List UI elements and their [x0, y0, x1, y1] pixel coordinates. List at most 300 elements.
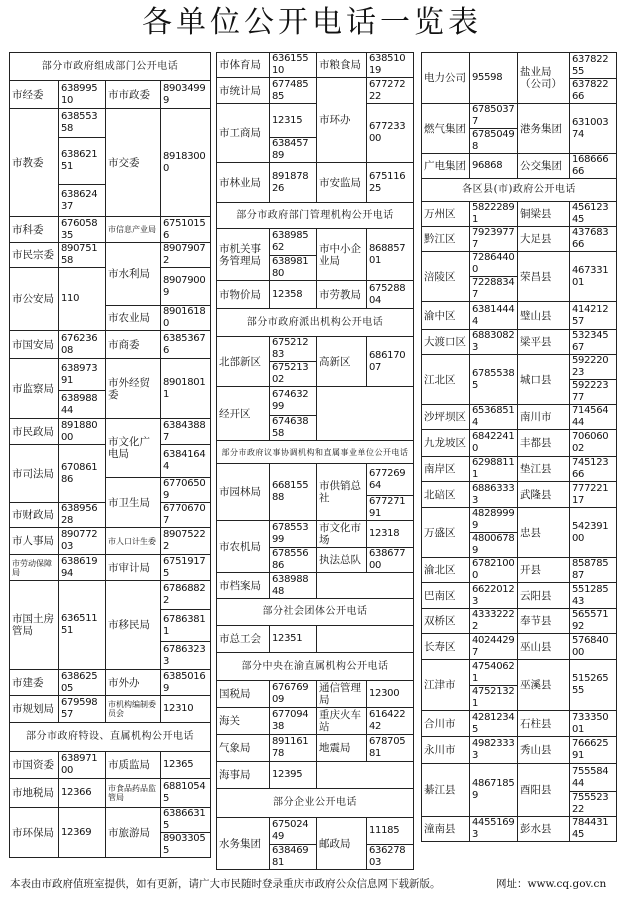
phone-number: 89016180 [161, 306, 211, 331]
directory-row [422, 609, 617, 634]
unit-name: 市民宗委 [10, 243, 59, 268]
phone-number: 12369 [59, 808, 106, 858]
directory-row [217, 681, 414, 708]
unit-name: 市人口计生委 [106, 528, 161, 555]
phone-number: 67850498 [470, 129, 518, 154]
phone-number: 110 [59, 268, 106, 331]
phone-number: 12318 [367, 521, 414, 548]
phone-number: 63851019 [367, 53, 414, 78]
phone-number: 89188000 [59, 419, 106, 445]
phone-number: 67850377 [470, 104, 518, 129]
directory-row [422, 202, 617, 227]
unit-name: 市劳教局 [317, 281, 367, 309]
directory-row [422, 179, 617, 202]
phone-number: 46733101 [570, 252, 617, 302]
phone-number: 67605835 [59, 217, 106, 243]
directory-row [422, 737, 617, 764]
unit-name: 南川市 [518, 405, 570, 430]
unit-name: 石柱县 [518, 711, 570, 737]
phone-number: 67623608 [59, 331, 106, 359]
phone-number: 67510156 [161, 217, 211, 243]
unit-name: 渝中区 [422, 302, 470, 330]
phone-number: 89116178 [270, 735, 317, 762]
directory-row [217, 203, 414, 229]
directory-row [217, 599, 414, 626]
unit-name [317, 626, 414, 653]
phone-number: 63853676 [161, 331, 211, 359]
phone-number: 67821000 [470, 558, 518, 583]
unit-name: 北部新区 [217, 337, 270, 387]
phone-number: 68830823 [470, 330, 518, 355]
unit-name: 沙坪坝区 [422, 405, 470, 430]
unit-name: 市经委 [10, 81, 59, 109]
phone-number: 67727191 [367, 496, 414, 521]
directory-row [217, 163, 414, 183]
phone-number: 63100374 [570, 104, 617, 154]
directory-row [10, 243, 211, 268]
unit-name: 市安监局 [317, 163, 367, 203]
section-header: 部分市政府特设、直属机构公开电话 [10, 723, 211, 752]
phone-number: 89018011 [161, 359, 211, 419]
unit-name: 市机关事务管理局 [217, 229, 270, 281]
phone-number: 89079072 [161, 243, 211, 268]
unit-name: 盐业局（公司） [518, 53, 570, 104]
directory-row [217, 653, 414, 681]
unit-name: 忠县 [518, 508, 570, 558]
unit-name: 广电集团 [422, 154, 470, 179]
website-link[interactable]: 网址：www.cq.gov.cn [496, 878, 607, 890]
directory-row [10, 331, 211, 359]
unit-name: 市外经贸委 [106, 359, 161, 419]
phone-number: 67868822 [161, 581, 211, 610]
phone-number: 67706707 [161, 503, 211, 528]
phone-number: 63861994 [59, 555, 106, 581]
unit-name: 通信管理局 [317, 681, 367, 708]
phone-number: 63862437 [59, 185, 106, 217]
directory-row [422, 634, 617, 660]
unit-name: 海关 [217, 708, 270, 735]
phone-number: 47521321 [470, 686, 518, 711]
directory-row [217, 464, 414, 496]
phone-number: 63814444 [470, 302, 518, 330]
phone-number: 89079009 [161, 268, 211, 306]
unit-name: 地震局 [317, 735, 367, 762]
unit-name: 永川市 [422, 737, 470, 764]
unit-name: 江北区 [422, 355, 470, 405]
footer-note: 本表由市政府值班室提供，如有更新，请广大市民随时登录重庆市政府公众信息网下载新版。 [10, 878, 441, 890]
phone-number: 68810545 [161, 779, 211, 808]
directory-row [422, 482, 617, 508]
directory-column-3 [421, 52, 617, 842]
phone-number: 63898562 [270, 229, 317, 256]
phone-number: 63898848 [270, 573, 317, 599]
phone-number: 61642242 [367, 708, 414, 735]
unit-name: 市民政局 [10, 419, 59, 445]
phone-number: 96868 [470, 154, 518, 179]
unit-name: 市供销总社 [317, 464, 367, 521]
phone-number: 48006789 [470, 533, 518, 558]
directory-row [217, 573, 414, 599]
phone-number: 12395 [270, 762, 317, 789]
phone-number: 73335001 [570, 711, 617, 737]
phone-number: 67727222 [367, 78, 414, 104]
phone-number: 12300 [367, 681, 414, 708]
unit-name: 双桥区 [422, 609, 470, 634]
directory-row [217, 789, 414, 818]
section-header: 部分市政府部门管理机构公开电话 [217, 203, 414, 229]
phone-number: 67863233 [161, 642, 211, 670]
unit-name [317, 387, 414, 441]
section-header: 部分市政府议事协调机构和直属事业单位公开电话 [217, 441, 414, 464]
unit-name: 市物价局 [217, 281, 270, 309]
phone-number: 89075222 [161, 528, 211, 555]
phone-number: 63862151 [59, 138, 106, 185]
phone-number: 67086186 [59, 445, 106, 503]
unit-name: 合川市 [422, 711, 470, 737]
phone-number: 72864400 [470, 252, 518, 277]
phone-number: 11185 [367, 818, 414, 845]
phone-number: 72288347 [470, 277, 518, 302]
phone-number: 67723300 [367, 104, 414, 163]
unit-name: 綦江县 [422, 764, 470, 817]
directory-row [422, 53, 617, 79]
phone-number: 68617007 [367, 337, 414, 387]
unit-name: 市地税局 [10, 779, 59, 808]
unit-name: 市劳动保障局 [10, 555, 59, 581]
unit-name: 彭水县 [518, 817, 570, 842]
unit-name: 气象局 [217, 735, 270, 762]
phone-number: 43332222 [470, 609, 518, 634]
phone-number: 40244297 [470, 634, 518, 660]
unit-name: 酉阳县 [518, 764, 570, 817]
unit-name: 大足县 [518, 227, 570, 252]
unit-name: 市国土房管局 [10, 581, 59, 670]
unit-name: 市监察局 [10, 359, 59, 419]
phone-number: 63897391 [59, 359, 106, 391]
unit-name: 秀山县 [518, 737, 570, 764]
unit-name: 奉节县 [518, 609, 570, 634]
phone-number: 67528804 [367, 281, 414, 309]
directory-row [10, 359, 211, 391]
unit-name: 市国资委 [10, 752, 59, 779]
unit-name: 荣昌县 [518, 252, 570, 302]
directory-row [422, 227, 617, 252]
directory-row [10, 670, 211, 696]
directory-row [10, 109, 211, 138]
phone-number: 67521283 [270, 337, 317, 362]
unit-name: 潼南县 [422, 817, 470, 842]
directory-row [422, 252, 617, 277]
unit-name: 市统计局 [217, 78, 270, 104]
phone-number: 67863811 [161, 610, 211, 642]
directory-row [422, 711, 617, 737]
directory-row [217, 818, 414, 845]
directory-row [422, 558, 617, 583]
unit-name: 市信息产业局 [106, 217, 161, 243]
unit-name: 公交集团 [518, 154, 570, 179]
unit-name: 市质监局 [106, 752, 161, 779]
directory-row [10, 723, 211, 752]
directory-row [10, 81, 211, 109]
directory-row [217, 337, 414, 362]
unit-name: 云阳县 [518, 583, 570, 609]
unit-name: 黔江区 [422, 227, 470, 252]
phone-number: 67855686 [270, 548, 317, 573]
unit-name: 电力公司 [422, 53, 470, 104]
unit-name: 市水利局 [106, 243, 161, 306]
phone-number: 67748585 [270, 78, 317, 104]
unit-name: 铜梁县 [518, 202, 570, 227]
unit-name: 市文化广电局 [106, 419, 161, 478]
directory-row [422, 817, 617, 842]
unit-name: 国税局 [217, 681, 270, 708]
directory-row [422, 583, 617, 609]
unit-name: 市中小企业局 [317, 229, 367, 281]
phone-number: 63846981 [270, 845, 317, 870]
phone-number: 67726964 [367, 464, 414, 496]
unit-name: 重庆火车站 [317, 708, 367, 735]
phone-number: 62988111 [470, 457, 518, 482]
unit-name: 市林业局 [217, 163, 270, 203]
phone-number: 89075158 [59, 243, 106, 268]
unit-name: 市粮食局 [317, 53, 367, 78]
page-title: 各单位公开电话一览表 [142, 5, 482, 40]
unit-name: 巫山县 [518, 634, 570, 660]
phone-number: 47540621 [470, 660, 518, 686]
unit-name: 市文化市场 [317, 521, 367, 548]
phone-number: 89034999 [161, 81, 211, 109]
phone-number: 63843887 [161, 419, 211, 445]
phone-number: 12358 [270, 281, 317, 309]
phone-number: 16866666 [570, 154, 617, 179]
directory-row [10, 419, 211, 445]
unit-name: 高新区 [317, 337, 367, 387]
unit-name: 市公安局 [10, 268, 59, 331]
unit-name: 北碚区 [422, 482, 470, 508]
phone-number: 67855399 [270, 521, 317, 548]
phone-number: 45612345 [570, 202, 617, 227]
phone-number: 49823333 [470, 737, 518, 764]
phone-number: 67959857 [59, 696, 106, 723]
unit-name: 市司法局 [10, 445, 59, 503]
phone-number: 63855358 [59, 109, 106, 138]
directory-row [217, 441, 414, 464]
phone-number: 67870581 [367, 735, 414, 762]
phone-number: 63897100 [59, 752, 106, 779]
phone-number: 67709438 [270, 708, 317, 735]
phone-number: 67502449 [270, 818, 317, 845]
phone-number: 63782255 [570, 53, 617, 79]
directory-row [422, 457, 617, 482]
phone-number: 66220123 [470, 583, 518, 609]
unit-name: 市农机局 [217, 521, 270, 573]
phone-number: 68863333 [470, 482, 518, 508]
unit-name: 市市政委 [106, 81, 161, 109]
unit-name: 市交委 [106, 109, 161, 217]
unit-name: 市审计局 [106, 555, 161, 581]
phone-number: 59222023 [570, 355, 617, 380]
directory-row [10, 528, 211, 555]
unit-name: 市食品药品监管局 [106, 779, 161, 808]
directory-row [10, 696, 211, 723]
phone-number: 63866315 [161, 808, 211, 833]
phone-number: 67463858 [270, 416, 317, 441]
unit-name: 市园林局 [217, 464, 270, 521]
unit-name: 长寿区 [422, 634, 470, 660]
directory-row [422, 302, 617, 330]
phone-number: 66815588 [270, 464, 317, 521]
unit-name: 市工商局 [217, 104, 270, 163]
phone-number: 63895628 [59, 503, 106, 528]
unit-name: 大渡口区 [422, 330, 470, 355]
unit-name: 市环保局 [10, 808, 59, 858]
footer [10, 876, 607, 891]
unit-name [317, 573, 414, 599]
directory-row [10, 779, 211, 808]
phone-number: 67706509 [161, 478, 211, 503]
unit-name: 市档案局 [217, 573, 270, 599]
phone-number: 67511625 [367, 163, 414, 203]
directory-row [217, 53, 414, 78]
directory-row [10, 752, 211, 779]
phone-number: 65368514 [470, 405, 518, 430]
phone-number: 85878587 [570, 558, 617, 583]
phone-number: 70606002 [570, 430, 617, 457]
unit-name [317, 762, 414, 789]
phone-number: 79239777 [470, 227, 518, 252]
directory-row [422, 405, 617, 430]
directory-row [217, 762, 414, 789]
phone-number: 71456444 [570, 405, 617, 430]
phone-number: 63898180 [270, 256, 317, 281]
unit-name: 市建委 [10, 670, 59, 696]
unit-name: 邮政局 [317, 818, 367, 870]
phone-number: 86885701 [367, 229, 414, 281]
unit-name: 万盛区 [422, 508, 470, 558]
directory-row [217, 309, 414, 337]
directory-row [422, 660, 617, 686]
phone-number: 41421257 [570, 302, 617, 330]
directory-row [217, 626, 414, 653]
directory-row [422, 355, 617, 380]
unit-name: 垫江县 [518, 457, 570, 482]
directory-row [217, 78, 414, 104]
directory-row [422, 430, 617, 457]
directory-row [10, 53, 211, 81]
phone-number: 68422410 [470, 430, 518, 457]
directory-row [422, 764, 617, 792]
directory-row [10, 555, 211, 581]
unit-name: 梁平县 [518, 330, 570, 355]
unit-name: 市体育局 [217, 53, 270, 78]
unit-name: 巴南区 [422, 583, 470, 609]
phone-number: 55128543 [570, 583, 617, 609]
phone-number: 89033055 [161, 833, 211, 858]
unit-name: 市外办 [106, 670, 161, 696]
unit-name: 市财政局 [10, 503, 59, 528]
phone-number: 12365 [161, 752, 211, 779]
unit-name: 江津市 [422, 660, 470, 711]
phone-number: 63898844 [59, 391, 106, 419]
unit-name: 涪陵区 [422, 252, 470, 302]
section-header: 部分市政府组成部门公开电话 [10, 53, 211, 81]
phone-number: 63850169 [161, 670, 211, 696]
phone-number: 12310 [161, 696, 211, 723]
unit-name: 港务集团 [518, 104, 570, 154]
phone-number: 58222891 [470, 202, 518, 227]
unit-name: 开县 [518, 558, 570, 583]
unit-name: 市农业局 [106, 306, 161, 331]
phone-number: 77722117 [570, 482, 617, 508]
directory-row [422, 154, 617, 179]
phone-number: 67676909 [270, 681, 317, 708]
phone-number: 67463299 [270, 387, 317, 416]
directory-row [217, 735, 414, 762]
phone-number: 76662591 [570, 737, 617, 764]
section-header: 部分社会团体公开电话 [217, 599, 414, 626]
unit-name: 经开区 [217, 387, 270, 441]
phone-number: 53234567 [570, 330, 617, 355]
phone-number: 95598 [470, 53, 518, 104]
phone-number: 63867700 [367, 548, 414, 573]
phone-number: 63845789 [270, 138, 317, 163]
unit-name: 市卫生局 [106, 478, 161, 528]
unit-name: 市机构编制委员会 [106, 696, 161, 723]
phone-number: 57684000 [570, 634, 617, 660]
phone-number: 67521302 [270, 362, 317, 387]
directory-row [422, 104, 617, 129]
phone-number: 59222377 [570, 380, 617, 405]
phone-number: 67855385 [470, 355, 518, 405]
unit-name: 丰都县 [518, 430, 570, 457]
phone-number: 63615510 [270, 53, 317, 78]
directory-row [422, 330, 617, 355]
directory-row [217, 708, 414, 735]
phone-number: 78443145 [570, 817, 617, 842]
phone-number: 89077203 [59, 528, 106, 555]
unit-name: 万州区 [422, 202, 470, 227]
unit-name: 市科委 [10, 217, 59, 243]
directory-row [217, 281, 414, 309]
directory-row [217, 104, 414, 138]
phone-number: 63841644 [161, 445, 211, 478]
unit-name: 城口县 [518, 355, 570, 405]
unit-name: 市国安局 [10, 331, 59, 359]
phone-number: 42812345 [470, 711, 518, 737]
section-header: 部分市政府派出机构公开电话 [217, 309, 414, 337]
unit-name: 市商委 [106, 331, 161, 359]
directory-column-1 [9, 52, 211, 858]
phone-number: 63651151 [59, 581, 106, 670]
phone-number: 75552322 [570, 792, 617, 817]
directory-column-2 [216, 52, 414, 870]
phone-number: 48289999 [470, 508, 518, 533]
phone-number: 48671859 [470, 764, 518, 817]
directory-row [217, 521, 414, 548]
phone-number: 12351 [270, 626, 317, 653]
phone-number: 12315 [270, 104, 317, 138]
section-header: 部分企业公开电话 [217, 789, 414, 818]
unit-name: 璧山县 [518, 302, 570, 330]
phone-number: 63862505 [59, 670, 106, 696]
unit-name: 九龙坡区 [422, 430, 470, 457]
phone-number: 44551693 [470, 817, 518, 842]
unit-name: 市旅游局 [106, 808, 161, 858]
directory-row [10, 581, 211, 610]
phone-number: 12366 [59, 779, 106, 808]
directory-row [10, 808, 211, 833]
phone-number: 74512366 [570, 457, 617, 482]
